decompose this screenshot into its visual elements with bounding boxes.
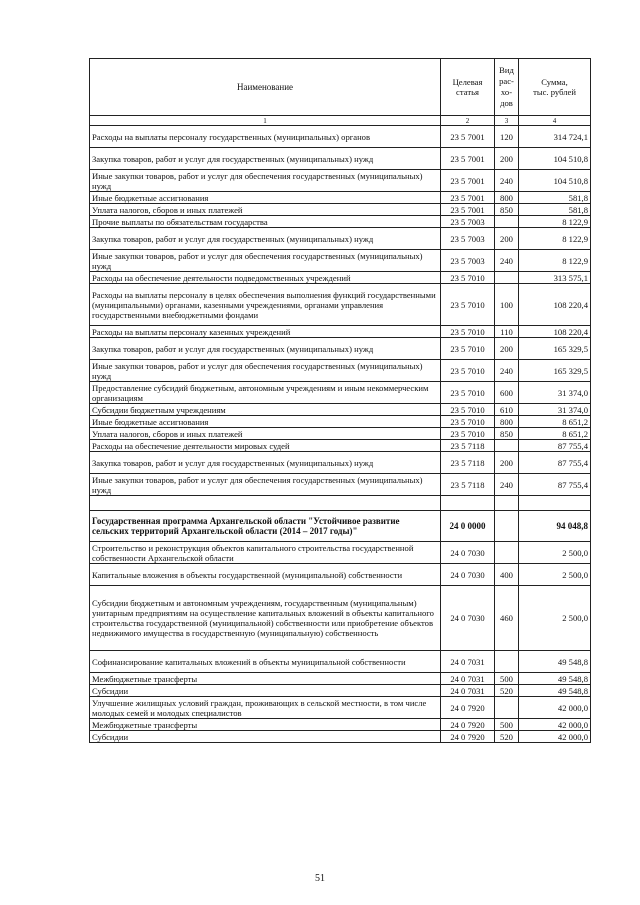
row-amount: 8 122,9 [519,216,591,228]
row-target-code: 24 0 0000 [441,511,495,542]
row-target-code: 23 5 7010 [441,272,495,284]
row-expense-type: 120 [495,126,519,148]
row-expense-type: 850 [495,428,519,440]
row-target-code: 23 5 7010 [441,382,495,404]
header-sum-line1: Сумма, [541,77,568,87]
row-amount: 42 000,0 [519,697,591,719]
row-expense-type: 200 [495,148,519,170]
row-expense-type: 200 [495,452,519,474]
row-amount: 2 500,0 [519,564,591,586]
row-expense-type [495,697,519,719]
row-target-code: 23 5 7001 [441,126,495,148]
row-expense-type: 110 [495,326,519,338]
row-name: Субсидии [90,731,441,743]
row-name: Иные закупки товаров, работ и услуг для обеспечения государственных (муниципальных) нужд [90,474,441,496]
row-target-code: 23 5 7010 [441,428,495,440]
table-row [90,170,591,192]
table-row [90,673,591,685]
row-name: Строительство и реконструкция объектов капитального строительства государственной собственности Архангельской области [90,542,441,564]
row-amount: 8 122,9 [519,250,591,272]
row-target-code: 24 0 7030 [441,586,495,651]
row-amount: 87 755,4 [519,440,591,452]
row-target-code: 23 5 7003 [441,228,495,250]
row-name: Иные закупки товаров, работ и услуг для обеспечения государственных (муниципальных) нужд [90,360,441,382]
row-expense-type [495,216,519,228]
row-name: Уплата налогов, сборов и иных платежей [90,204,441,216]
row-target-code: 23 5 7010 [441,326,495,338]
row-expense-type: 240 [495,250,519,272]
row-target-code: 23 5 7001 [441,148,495,170]
table-row [90,192,591,204]
table-row [90,216,591,228]
row-name: Иные бюджетные ассигнования [90,416,441,428]
header-name: Наименование [90,59,441,116]
row-amount: 165 329,5 [519,360,591,382]
row-expense-type: 240 [495,360,519,382]
row-amount: 165 329,5 [519,338,591,360]
row-target-code: 23 5 7003 [441,250,495,272]
row-name: Закупка товаров, работ и услуг для государственных (муниципальных) нужд [90,148,441,170]
row-amount: 581,8 [519,192,591,204]
row-name: Расходы на выплаты персоналу государственных (муниципальных) органов [90,126,441,148]
row-expense-type: 610 [495,404,519,416]
row-name: Иные закупки товаров, работ и услуг для обеспечения государственных (муниципальных) нужд [90,250,441,272]
row-target-code: 24 0 7031 [441,673,495,685]
row-expense-type [495,440,519,452]
table-row [90,428,591,440]
row-name: Закупка товаров, работ и услуг для государственных (муниципальных) нужд [90,452,441,474]
column-number-row [90,116,591,126]
table-row [90,404,591,416]
row-name: Субсидии бюджетным учреждениям [90,404,441,416]
row-name: Иные закупки товаров, работ и услуг для обеспечения государственных (муниципальных) нужд [90,170,441,192]
table-row [90,440,591,452]
row-amount: 8 651,2 [519,416,591,428]
row-expense-type: 850 [495,204,519,216]
column-number: 3 [495,116,519,126]
row-target-code: 23 5 7118 [441,440,495,452]
row-amount: 8 122,9 [519,228,591,250]
row-name: Расходы на обеспечение деятельности мировых судей [90,440,441,452]
row-expense-type [495,272,519,284]
row-amount: 42 000,0 [519,719,591,731]
header-sum [519,59,591,116]
table-row [90,382,591,404]
row-expense-type: 200 [495,338,519,360]
header-vid [495,59,519,116]
row-expense-type: 200 [495,228,519,250]
row-target-code: 23 5 7001 [441,204,495,216]
table-row [90,731,591,743]
table-row [90,272,591,284]
table-row [90,360,591,382]
row-name: Межбюджетные трансферты [90,673,441,685]
row-name: Предоставление субсидий бюджетным, автономным учреждениям и иным некоммерческим организациям [90,382,441,404]
row-amount: 94 048,8 [519,511,591,542]
row-name [90,496,441,511]
row-expense-type: 520 [495,731,519,743]
table-row [90,148,591,170]
row-target-code: 23 5 7010 [441,416,495,428]
table-row [90,416,591,428]
row-target-code: 24 0 7030 [441,564,495,586]
row-expense-type: 600 [495,382,519,404]
table-row [90,586,591,651]
row-name: Капитальные вложения в объекты государственной (муниципальной) собственности [90,564,441,586]
row-amount: 49 548,8 [519,651,591,673]
table-row [90,564,591,586]
table-row [90,452,591,474]
row-target-code: 23 5 7118 [441,474,495,496]
table-row [90,542,591,564]
row-name: Закупка товаров, работ и услуг для государственных (муниципальных) нужд [90,228,441,250]
row-name: Закупка товаров, работ и услуг для государственных (муниципальных) нужд [90,338,441,360]
row-amount: 581,8 [519,204,591,216]
row-amount: 31 374,0 [519,404,591,416]
row-target-code: 23 5 7010 [441,284,495,326]
table-row [90,326,591,338]
row-name: Государственная программа Архангельской области "Устойчивое развитие сельских территорий Архангельской области (2014 – 2017 годы)" [90,511,441,542]
table-row [90,228,591,250]
row-name: Межбюджетные трансферты [90,719,441,731]
header-code-line1: Целевая [452,77,483,87]
header-code-line2: статья [456,87,479,97]
row-expense-type: 460 [495,586,519,651]
row-target-code: 23 5 7118 [441,452,495,474]
table-row [90,126,591,148]
row-amount: 314 724,1 [519,126,591,148]
row-target-code: 24 0 7920 [441,697,495,719]
header-vid-line4: дов [500,98,513,108]
row-expense-type: 800 [495,192,519,204]
header-vid-line3: хо- [500,87,513,97]
row-expense-type: 240 [495,170,519,192]
row-expense-type [495,651,519,673]
column-number: 2 [441,116,495,126]
row-target-code: 24 0 7920 [441,731,495,743]
row-target-code [441,496,495,511]
row-name: Уплата налогов, сборов и иных платежей [90,428,441,440]
row-name: Улучшение жилищных условий граждан, проживающих в сельской местности, в том числе молодых семей и молодых специалистов [90,697,441,719]
table-row [90,284,591,326]
row-target-code: 23 5 7010 [441,338,495,360]
row-amount: 42 000,0 [519,731,591,743]
row-expense-type: 100 [495,284,519,326]
row-expense-type [495,496,519,511]
row-amount: 104 510,8 [519,148,591,170]
row-name: Расходы на выплаты персоналу в целях обеспечения выполнения функций государственными (муниципальными) органами, казенными учреждениями, органами управления государственными внебюджетными фондами [90,284,441,326]
header-vid-line2: рас- [499,76,514,86]
row-amount: 87 755,4 [519,452,591,474]
row-amount: 2 500,0 [519,586,591,651]
row-target-code: 23 5 7001 [441,170,495,192]
row-amount: 8 651,2 [519,428,591,440]
table-row [90,511,591,542]
row-amount: 108 220,4 [519,284,591,326]
row-target-code: 24 0 7920 [441,719,495,731]
row-target-code: 24 0 7031 [441,651,495,673]
table-row [90,204,591,216]
row-target-code: 24 0 7030 [441,542,495,564]
header-sum-line2: тыс. рублей [533,87,576,97]
column-number: 1 [90,116,441,126]
row-expense-type [495,511,519,542]
row-target-code: 24 0 7031 [441,685,495,697]
table-row [90,697,591,719]
row-name: Расходы на выплаты персоналу казенных учреждений [90,326,441,338]
row-expense-type: 520 [495,685,519,697]
row-name: Субсидии [90,685,441,697]
row-expense-type: 500 [495,673,519,685]
row-name: Расходы на обеспечение деятельности подведомственных учреждений [90,272,441,284]
table-row [90,250,591,272]
row-target-code: 23 5 7003 [441,216,495,228]
table-row [90,719,591,731]
row-name: Субсидии бюджетным и автономным учреждениям, государственным (муниципальным) унитарным предприятиям на осуществление капитальных вложений в объекты капитального строительства государственной (муниципальной) собственности или приобретение объектов недвижимого имущества в государственную (муниципальную) собственность [90,586,441,651]
table-row [90,474,591,496]
row-expense-type: 800 [495,416,519,428]
page-number: 51 [315,873,325,884]
row-expense-type [495,542,519,564]
row-name: Прочие выплаты по обязательствам государства [90,216,441,228]
row-amount: 31 374,0 [519,382,591,404]
column-number: 4 [519,116,591,126]
spacer-row [90,496,591,511]
header-vid-line1: Вид [499,65,514,75]
row-expense-type: 240 [495,474,519,496]
row-amount: 49 548,8 [519,685,591,697]
row-amount: 108 220,4 [519,326,591,338]
header-code [441,59,495,116]
row-amount: 2 500,0 [519,542,591,564]
row-target-code: 23 5 7010 [441,360,495,382]
row-amount: 104 510,8 [519,170,591,192]
table-row [90,685,591,697]
row-name: Иные бюджетные ассигнования [90,192,441,204]
row-amount [519,496,591,511]
header-row [90,59,591,116]
row-name: Софинансирование капитальных вложений в объекты муниципальной собственности [90,651,441,673]
row-amount: 49 548,8 [519,673,591,685]
row-target-code: 23 5 7001 [441,192,495,204]
row-target-code: 23 5 7010 [441,404,495,416]
row-amount: 313 575,1 [519,272,591,284]
row-expense-type: 400 [495,564,519,586]
row-expense-type: 500 [495,719,519,731]
table-row [90,338,591,360]
table-row [90,651,591,673]
budget-table [89,58,591,743]
row-amount: 87 755,4 [519,474,591,496]
